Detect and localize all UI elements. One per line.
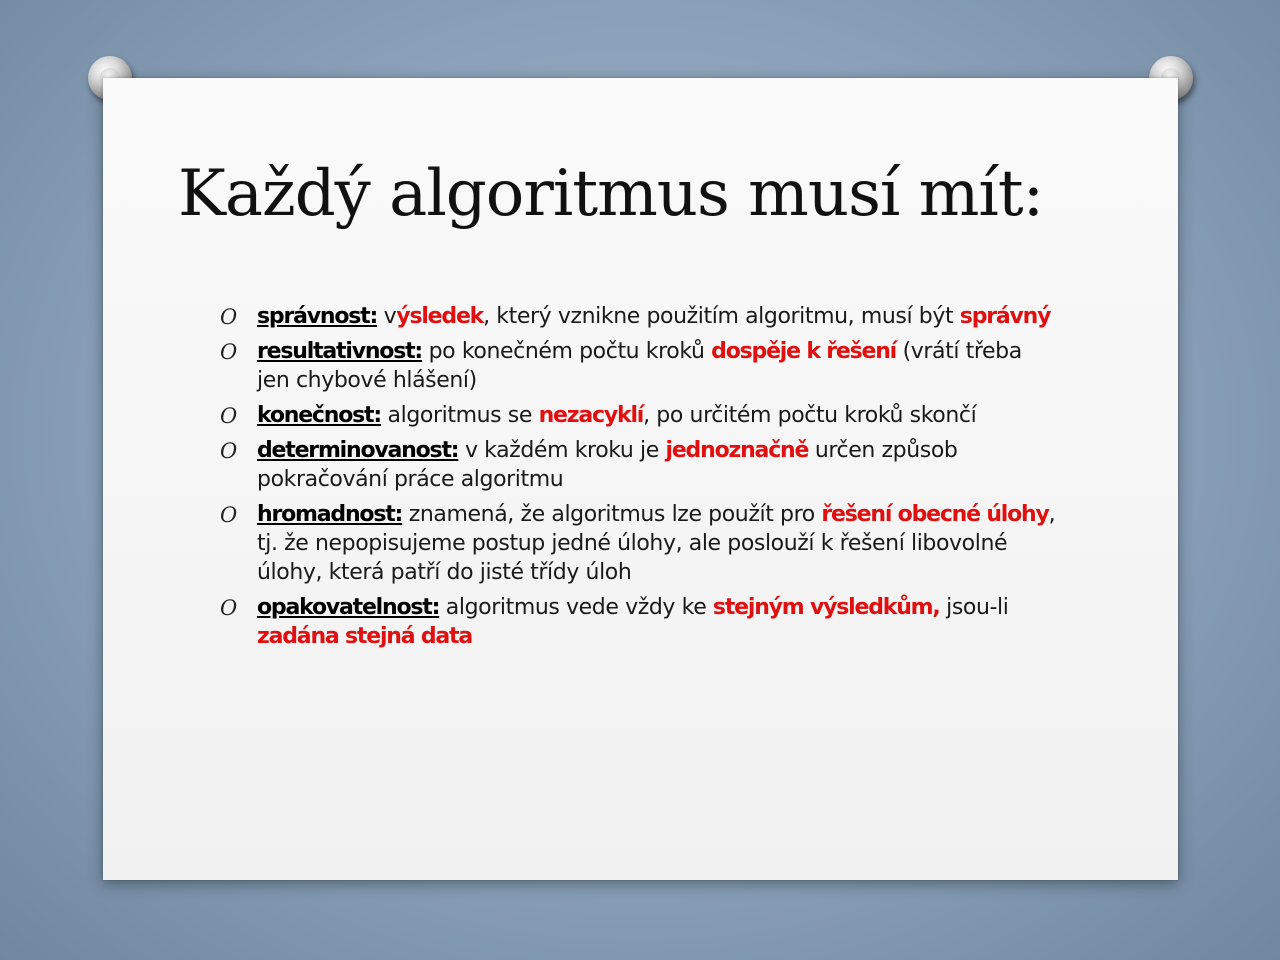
bullet-text: , po určitém počtu kroků skončí: [643, 403, 977, 428]
bullet-opakovatelnost: [220, 593, 1060, 651]
bullet-determinovanost: [220, 436, 1060, 494]
bullet-term: opakovatelnost:: [257, 595, 440, 620]
bullet-resultativnost: [220, 337, 1060, 395]
bullet-text: algoritmus se: [380, 403, 539, 428]
slide-title: Každý algoritmus musí mít:: [178, 157, 1044, 231]
bullet-term: resultativnost:: [257, 339, 423, 364]
bullet-spravnost: [220, 302, 1060, 331]
bullet-text: jsou-li: [939, 595, 1009, 620]
bullet-term: determinovanost:: [257, 438, 459, 463]
bullet-term: hromadnost:: [257, 502, 403, 527]
bullet-hromadnost: [220, 500, 1060, 587]
bullet-marker: O: [220, 503, 237, 527]
bullet-marker: O: [220, 596, 237, 620]
bullet-text: po konečném počtu kroků: [422, 339, 712, 364]
bullet-text: určen způsob pokračování práce algoritmu: [257, 438, 958, 492]
bullet-highlight: zadána stejná data: [257, 624, 473, 649]
bullet-text: , který vznikne použitím algoritmu, musí být: [483, 304, 960, 329]
bullet-marker: O: [220, 340, 237, 364]
bullet-highlight: správný: [959, 304, 1051, 329]
bullet-highlight: jednoznačně: [665, 438, 809, 463]
bullet-marker: O: [220, 404, 237, 428]
bullet-text: (vrátí třeba jen chybové hlášení): [257, 339, 1022, 393]
bullet-text: , tj. že nepopisujeme postup jedné úlohy, ale poslouží k řešení libovolné úlohy, která patří do jisté třídy úloh: [257, 502, 1056, 585]
bullet-konecnost: [220, 401, 1060, 430]
bullet-list: [220, 302, 1060, 657]
bullet-text: algoritmus vede vždy ke: [439, 595, 713, 620]
bullet-term: konečnost:: [257, 403, 381, 428]
bullet-term: správnost:: [257, 304, 378, 329]
bullet-text: v: [377, 304, 397, 329]
bullet-highlight: ýsledek: [396, 304, 484, 329]
bullet-text: znamená, že algoritmus lze použít pro: [402, 502, 822, 527]
bullet-highlight: dospěje k řešení: [711, 339, 896, 364]
bullet-highlight: stejným výsledkům,: [712, 595, 940, 620]
bullet-marker: O: [220, 439, 237, 463]
bullet-marker: O: [220, 305, 237, 329]
bullet-highlight: nezacyklí: [538, 403, 644, 428]
bullet-text: v každém kroku je: [458, 438, 666, 463]
bullet-highlight: řešení obecné úlohy: [821, 502, 1049, 527]
